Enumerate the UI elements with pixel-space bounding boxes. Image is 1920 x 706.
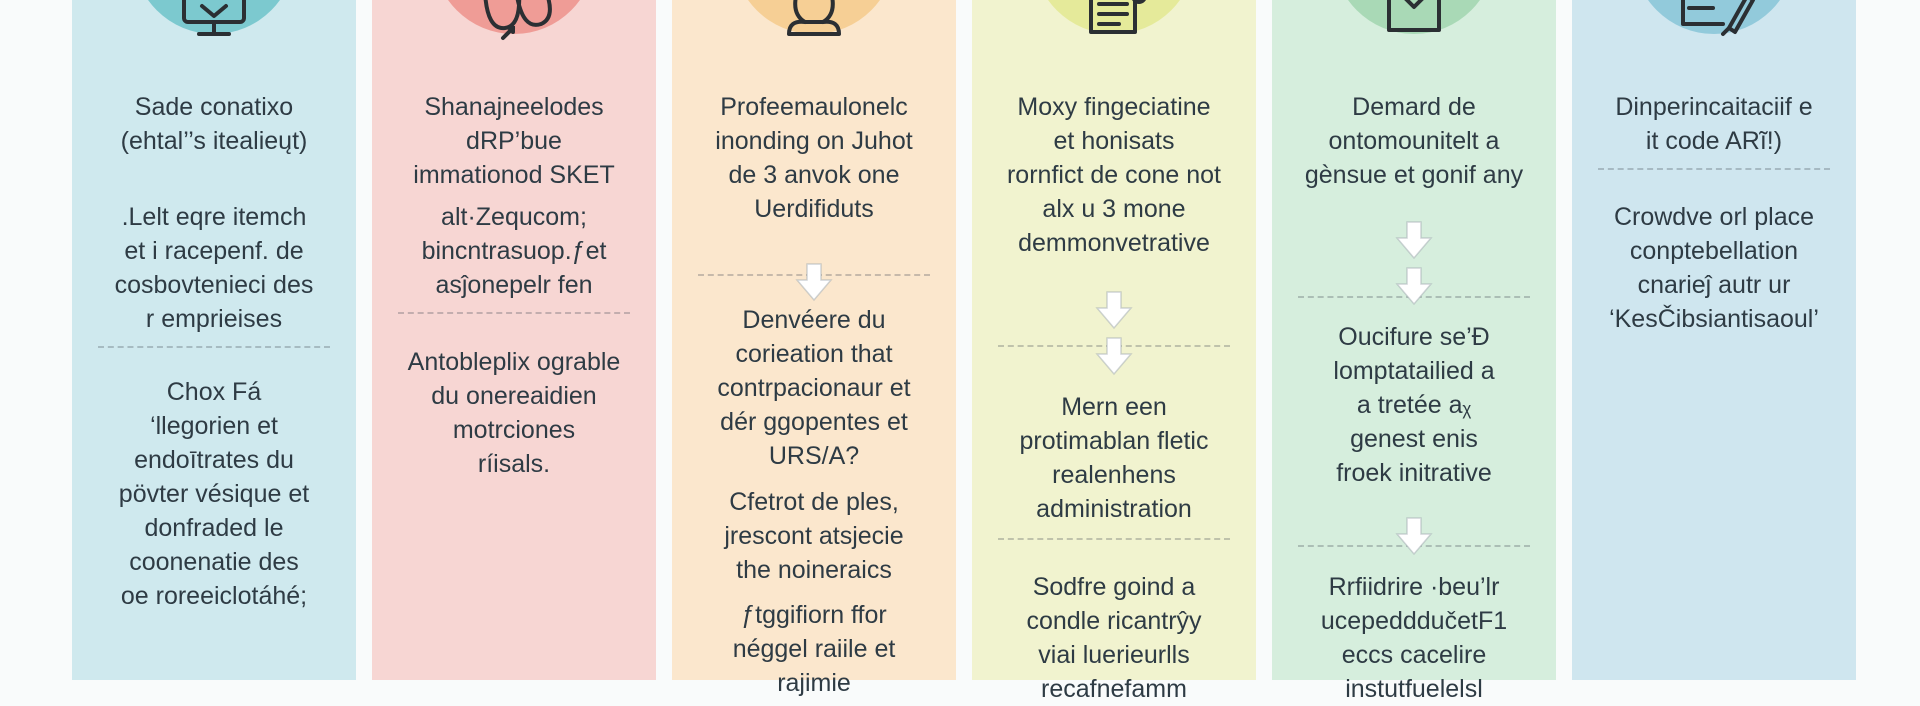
column-text-block: Dinperincaitaciif e it code ARĩ!)	[1615, 93, 1813, 155]
document-pen-icon	[1659, 0, 1769, 40]
column-text-block: Profeemaulonelc inonding on Juhot de 3 anvok one Uerdifiduts	[715, 93, 913, 223]
down-arrow-icon	[1397, 518, 1431, 554]
column-text-block: alt·Zequcom; bincntrasuop.ƒet asĵonepelr fen	[421, 203, 607, 299]
column-text-block: Sodfre goind a condle ricantrŷy viai luerieurlls recafnefamm	[1026, 573, 1202, 703]
drama-masks-icon	[459, 0, 569, 40]
down-arrow-icon	[1397, 268, 1431, 304]
dashed-divider	[1598, 168, 1830, 170]
column-text-block: Rrfiidrire ·beu’lr ucepedddučetF1 eccs cacelire instutfuelelsl	[1320, 573, 1508, 703]
column-text-block: Crowdve orl place conptebellation cnarieĵ autr ur ‘KesČibsiantisaoul’	[1609, 203, 1819, 333]
column-text-block: ƒtggifiorn ffor néggel raiile et rajimie	[732, 601, 896, 697]
column-text-block: Cfetrot de ples, jrescont atsjecie the noineraics	[724, 488, 904, 584]
column-text-block: Mern een protimablan fletic realenhens administration	[1019, 393, 1209, 523]
column-text-block: Denvéere du corieation that contrpacionaur et dér ggopentes et URS/A?	[717, 306, 911, 470]
person-icon	[759, 0, 869, 40]
column-4	[972, 0, 1256, 703]
dashed-divider	[98, 346, 330, 348]
column-text-block: Sade conatixo (ehtal’’s itealieųt)	[120, 93, 308, 155]
dashed-divider	[998, 538, 1230, 540]
column-text-block: Demard de ontomounitelt a gènsue et gonif any	[1304, 93, 1524, 189]
down-arrow-icon	[1097, 338, 1131, 374]
column-text-block: Oucifure se’Ɖ lomptatailied a a tretée aᵪ genest enis froek initrative	[1333, 323, 1495, 487]
down-arrow-icon	[1397, 222, 1431, 258]
column-text-block: .Lelt eqre itemch et i racepenf. de cosbovtenieci des r emprieises	[114, 203, 314, 333]
column-2	[372, 0, 656, 680]
column-3	[672, 0, 956, 697]
column-1	[72, 0, 356, 680]
column-text-block: Antobleplix ograble du onereaidien motrciones ríisals.	[407, 348, 621, 478]
column-text-block: Chox Fá ‘llegorien et endoītrates du pövter vésique et donfraded le coonenatie des oe roreeiclotáhé;	[118, 378, 310, 610]
column-6	[1572, 0, 1856, 680]
column-text-block: Shanajneelodes dRP’bue immationod SKET	[413, 93, 615, 189]
down-arrow-icon	[1097, 292, 1131, 328]
inbox-check-icon	[1359, 0, 1469, 40]
document-gear-icon	[1059, 0, 1169, 40]
column-5	[1272, 0, 1556, 703]
dashed-divider	[398, 312, 630, 314]
down-arrow-icon	[797, 264, 831, 300]
column-text-block: Moxy fingeciatine et honisats rornfict de cone not alx u 3 mone demmonvetrative	[1006, 93, 1221, 257]
monitor-heart-icon	[159, 0, 269, 40]
